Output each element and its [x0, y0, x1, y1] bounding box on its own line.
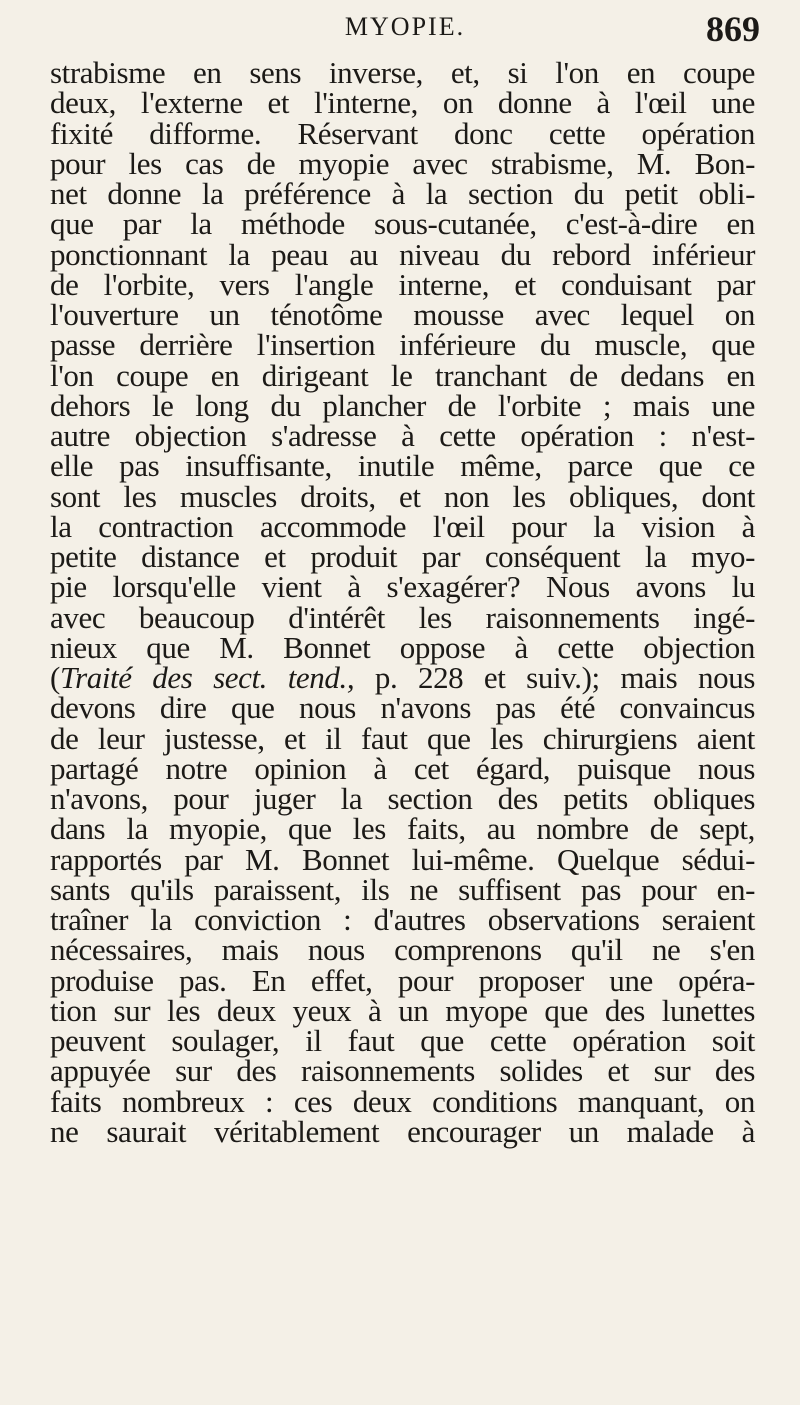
text-line: partagé notre opinion à cet égard, puisque nous	[50, 750, 755, 786]
text-line: deux, l'externe et l'interne, on donne à l'œil une	[50, 85, 755, 121]
text-line: fixité difforme. Réservant donc cette opération	[50, 115, 755, 151]
text-line: traîner la conviction : d'autres observations seraient	[50, 902, 755, 937]
text-line: elle pas insuffisante, inutile même, parce que ce	[50, 448, 755, 484]
text-line: peuvent soulager, il faut que cette opération soit	[50, 1023, 755, 1058]
text-line: l'on coupe en dirigeant le tranchant de dedans en	[50, 357, 755, 393]
text-line: pour les cas de myopie avec strabisme, M. Bon-	[50, 145, 755, 181]
body-text	[50, 55, 755, 1149]
text-line: sont les muscles droits, et non les obliques, dont	[50, 478, 755, 514]
text-line: tion sur les deux yeux à un myope que des lunettes	[50, 992, 755, 1028]
text-line: appuyée sur des raisonnements solides et sur des	[50, 1053, 755, 1089]
text-line: dans la myopie, que les faits, au nombre de sept,	[50, 811, 755, 847]
text-line: de leur justesse, et il faut que les chirurgiens aient	[50, 720, 755, 756]
text-line: pie lorsqu'elle vient à s'exagérer? Nous avons lu	[50, 569, 755, 605]
text-line: ne saurait véritablement encourager un malade à	[50, 1113, 755, 1149]
text-line: (Traité des sect. tend., p. 228 et suiv.); mais nous	[50, 660, 755, 695]
text-line: petite distance et produit par conséquent la myo-	[50, 539, 755, 574]
text-line: faits nombreux : ces deux conditions manquant, on	[50, 1083, 755, 1119]
running-head: MYOPIE.	[344, 12, 466, 41]
text-line: dehors le long du plancher de l'orbite ; mais une	[50, 387, 755, 423]
text-line: autre objection s'adresse à cette opération : n'est-	[50, 418, 755, 453]
text-line: ponctionnant la peau au niveau du rebord inférieur	[50, 236, 755, 272]
text-line: nieux que M. Bonnet oppose à cette objection	[50, 629, 755, 665]
text-line: nécessaires, mais nous comprenons qu'il ne s'en	[50, 932, 755, 968]
text-line: devons dire que nous n'avons pas été convaincus	[50, 690, 755, 726]
text-line: avec beaucoup d'intérêt les raisonnements ingé-	[50, 599, 755, 635]
text-line: rapportés par M. Bonnet lui-même. Quelque sédui-	[50, 841, 755, 877]
text-line: n'avons, pour juger la section des petits obliques	[50, 781, 755, 816]
text-line: sants qu'ils paraissent, ils ne suffisent pas pour en-	[50, 871, 755, 907]
citation-title: Traité des sect. tend.,	[59, 660, 355, 695]
text-line: que par la méthode sous-cutanée, c'est-à-dire en	[50, 206, 755, 242]
text-line: de l'orbite, vers l'angle interne, et conduisant par	[50, 266, 755, 302]
text-line: la contraction accommode l'œil pour la vision à	[50, 508, 755, 544]
page-number: 869	[706, 9, 760, 49]
text-line: net donne la préférence à la section du petit obli-	[50, 176, 755, 211]
page-header	[50, 8, 760, 48]
text-line: passe derrière l'insertion inférieure du muscle, que	[50, 327, 755, 363]
text-line: produise pas. En effet, pour proposer une opéra-	[50, 962, 755, 998]
text-line: strabisme en sens inverse, et, si l'on en coupe	[50, 55, 755, 90]
text-line: l'ouverture un ténotôme mousse avec lequel on	[50, 297, 755, 332]
